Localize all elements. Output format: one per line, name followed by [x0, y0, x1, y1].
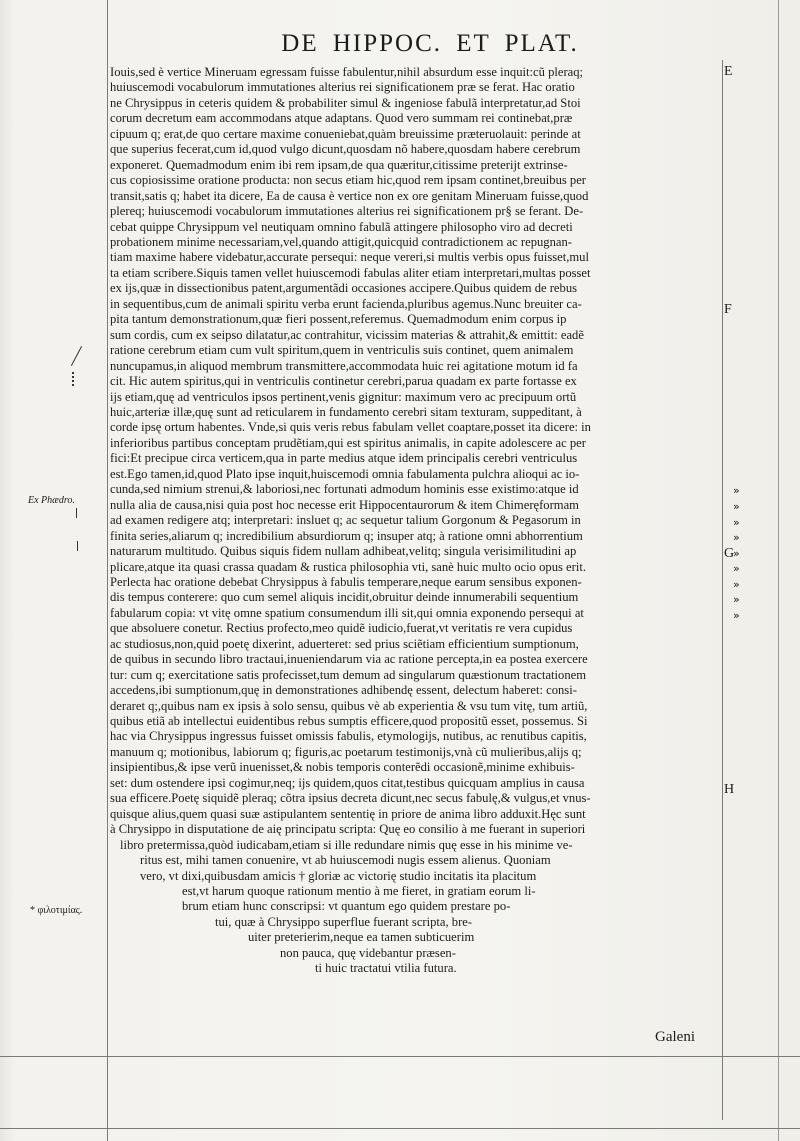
quote-marker: » [733, 562, 740, 575]
text-line: tur: cum q; exercitatione satis profecisset,tum demum ad singularum quæstionum tractationem [110, 667, 587, 682]
pen-tick-mark [77, 541, 78, 551]
quote-marker: » [733, 609, 740, 622]
signature-letter-g: G [724, 546, 735, 561]
text-line: huiuscemodi vocabulorum immutationes alterius rei significationem præ se ferat. Hac oratio [110, 80, 575, 95]
text-line: plereq; huiuscemodi vocabulorum immutationes alterius rei significationem pr§ se ferant. De- [110, 204, 584, 219]
tail-line: libro pretermissa,quòd iudicabam,etiam si ille redundare nimis quę esse in his minime ve- [120, 837, 573, 852]
tail-line: ti huic tractatui vtilia futura. [315, 961, 457, 976]
text-line: Iouis,sed è vertice Mineruam egressam fuisse fabulentur,nihil absurdum esse inquit:cũ pleraq; [110, 65, 584, 79]
text-line: ex ijs,quæ in dissectionibus patent,argumentãdi occasiones accipere.Quibus quidem de rebus [110, 281, 578, 296]
text-line: cipuum q; erat,de quo certare maxime conueniebat,quàm breuissime præteruolauit: perinde at [110, 126, 581, 141]
text-line: nulla alia de causa,nisi quia post hoc necesse erit Hippocentaurorum & item Chimeręformam [110, 497, 579, 512]
text-line: pita tantum demonstrationum,quæ fieri possent,referemus. Quemadmodum enim corpus ip [110, 312, 567, 327]
left-margin-rule [107, 0, 108, 1141]
tail-line: tui, quæ à Chrysippo superflue fuerant scripta, bre- [215, 914, 473, 929]
pen-tick-mark [76, 508, 77, 518]
text-line: ratione cerebrum etiam cum vult spiritum,quem in ventriculis suis continet, quem animalem [110, 343, 574, 358]
text-line: corum decretum eam accommodans atque adaptans. Quod vero summam rei continebat,præ [110, 111, 573, 126]
right-margin-rule [722, 60, 723, 1120]
text-line: cunda,sed nimium strenui,& laboriosi,nec fortunati admodum hominis esse existimo:atque id [110, 482, 579, 497]
text-line: hac via Chrysippus ingressus fuisset omissis fabulis, etymologijs, nutibus, ac renutibus capitis, [110, 729, 587, 744]
text-line: ta etiam scribere.Siquis tamen vellet huiuscemodi fabulas aliter etiam interpretari,multas posset [110, 265, 591, 280]
quote-marker: » [733, 547, 740, 560]
quote-marker: » [733, 484, 740, 497]
text-line: nuncupamus,in aliquod membrum transmittere,accommodata huic rei agitatione motum id fa [110, 358, 578, 373]
text-line: ne Chrysippus in ceteris quidem & probabiliter simul & ingeniose fabulã interpretatur,ad Stoi [110, 95, 581, 110]
text-line: Perlecta hac oratione debebat Chrysippus à fabulis temperare,neque earum sensibus exponen- [110, 574, 582, 589]
text-line: deraret q;,quibus nam ex ipsis à solo sensu, quibus vè ab experientia & vsu tum vitę, tum artiũ, [110, 698, 588, 713]
text-line: à Chrysippo in disputatione de aię principatu scripta: Quę eo consilio à me fuerant in superiori [110, 822, 586, 837]
text-line: est.Ego tamen,id,quod Plato ipse inquit,huiscemodi omnia fabulamenta pulchra alioqui ac io- [110, 466, 580, 481]
tail-line: vero, vt dixi,quibusdam amicis † gloriæ ac victorię studio incitatis ita placitum [140, 868, 537, 883]
text-line: inferioribus partibus conceptam prudẽtiam,qui est spiritus animalis, in capite adolescere ac per [110, 435, 586, 450]
text-line: accedens,ibi sumptionum,quę in demonstrationes adhibendę essent, delectum haberet: consi- [110, 683, 577, 698]
text-line: set: dum ostendere ipsi cogimur,neq; ijs quidem,quos citat,testibus quicquam amplius in causa [110, 775, 585, 790]
text-line: finita series,aliarum q; incredibilium absurdiorum q; insuper atq; à ratione omni abhorrentium [110, 528, 583, 543]
tail-line: est,vt harum quoque rationum mentio à me fieret, in gratiam eorum li- [182, 884, 536, 899]
text-line: probationem minime necessariam,vel,quando attigit,quicquid contradictionem ac repugnan- [110, 234, 572, 249]
quote-marker: » [733, 593, 740, 606]
text-line: fici:Et precipue circa verticem,qua in parte medius atque idem principalis cerebri ventriculus [110, 451, 578, 466]
text-line: in sequentibus,cum de animali spiritu verba erunt facienda,pluribus agemus.Nunc breuiter ca- [110, 296, 582, 311]
tail-line: ritus est, mihi tamen conuenire, vt ab huiuscemodi nugis essem alienus. Quoniam [140, 853, 551, 868]
text-line: manuum q; motionibus, labiorum q; figuris,ac poetarum testimonijs,vnà cũ mulieribus,alijs q; [110, 744, 582, 759]
text-line: que absoluere conetur. Rectius profecto,meo quidẽ iudicio,fuerat,vt veritatis re vera cupidus [110, 621, 573, 636]
text-line: insipientibus,& ipse verũ inuenisset,& nobis temporis conterẽdi occasionẽ,minime exhibuis- [110, 760, 575, 775]
text-line: ad examen redigere atq; interpretari: insluet q; ac sequetur talium Gorgonum & Pegasorum in [110, 513, 581, 528]
running-head: DE HIPPOC. ET PLAT. [281, 30, 579, 57]
text-line: quisque alius,quem quasi suæ astipulantem sententię in priore de anima libro adduxit.Hęc sunt [110, 806, 586, 821]
text-line: corde ipsę ortum habentes. Vnde,si quis veris rebus fabulam vellet coaptare,posset ita dicere: in [110, 420, 591, 435]
text-line: plicare,atque ita quasi crassa quadam & rustica philosophia vti, sanè huic multo ocio opus erit. [110, 559, 586, 574]
tail-line: uiter preterierim,neque ea tamen subticuerim [248, 930, 475, 945]
text-line: tiam maxime habere videbatur,accurate persequi: neque vereri,si multis verbis opus fuisset,mul [110, 250, 589, 265]
text-line: fabularum copia: vt vitę omne spatium consumendum illi sit,qui omnia exponendo persequi at [110, 605, 584, 620]
text-line: de quibus in secundo libro tractaui,inueniendarum via ac ratione percepta,in ea postea exercere [110, 652, 588, 667]
text-line: dis tempus conterere: quo cum semel aliquis incidit,obruitur deinde innumerabili sequentium [110, 590, 579, 605]
bottom-edge-rule [0, 1128, 800, 1129]
text-line: naturarum multitudo. Quibus siquis fidem nullam adhibeat,velitq; singula verisimilitudini ap [110, 544, 577, 559]
tail-line: non pauca, quę videbantur præsen- [280, 945, 456, 960]
text-line: cebat quippe Chrysippum vel neutiquam omnino fabulã attingere philosopho viro ad decreti [110, 219, 573, 234]
main-text-block [110, 65, 720, 977]
quote-marker: » [733, 531, 740, 544]
text-line: cus copiosissime oratione producta: non secus etiam hic,quod rem ipsam continet,breuibus per [110, 173, 586, 188]
text-line: cit. Hic autem spiritus,qui in ventriculis continetur cerebri,parua quadam ex parte fortasse ex [110, 374, 577, 389]
signature-letter-h: H [724, 782, 735, 797]
signature-letter-f: F [724, 302, 732, 317]
margin-note-greek: * φιλοτιμίας. [30, 905, 83, 916]
outer-edge-rule [778, 0, 779, 1141]
text-line: transit,satis q; habet ita dicere, Ea de causa è vertice non ex ore genitam Mineruam fuisse,quod [110, 188, 589, 203]
text-line: sum cordis, cum ex seipso dilatatur,ac contrahitur, vicissim materias & attrahit,& emittit: eadẽ [110, 327, 584, 342]
text-line: huic,arteriæ illæ,quę sunt ad reticularem in fundamento cerebri sitam texturam, suppeditant, à [110, 404, 582, 419]
tail-line: brum etiam hunc conscripsi: vt quantum ego quidem prestare po- [182, 899, 511, 914]
text-line: exponeret. Quemadmodum enim ibi rem ipsam,de qua quæritur,citissime preterijt extrinse- [110, 157, 568, 172]
dotted-pen-mark [72, 372, 74, 388]
bottom-rule [0, 1056, 800, 1057]
catchword: Galeni [655, 1029, 695, 1045]
text-line: que superius fecerat,cum id,quod vulgo dicunt,quosdam nõ habere,quosdam habere cerebrum [110, 142, 581, 157]
quote-marker: » [733, 516, 740, 529]
text-line: quibus etiã ab intellectui euidentibus rebus sumptis efficere,quod propositũ esset, possemus. Si [110, 714, 588, 729]
signature-letter-e: E [724, 64, 733, 79]
text-line: ijs etiam,quę ad ventriculos ipsos pertinent,venis gignitur: maximum vero ac precipuum ortũ [110, 389, 577, 404]
text-line: ac studiosus,non,quid poetę dixerint, aduerteret: sed prius sciẽtiam efficientium sumptionum, [110, 636, 579, 651]
quote-marker: » [733, 500, 740, 513]
text-line: sua efficere.Poetę siquidẽ pleraq; cõtra ipsius decreta dicunt,nec secus fabulę,& vulgus,et vnus- [110, 791, 591, 806]
quote-marker: » [733, 578, 740, 591]
margin-note-ex-phaedro: Ex Phædro. [28, 495, 75, 506]
